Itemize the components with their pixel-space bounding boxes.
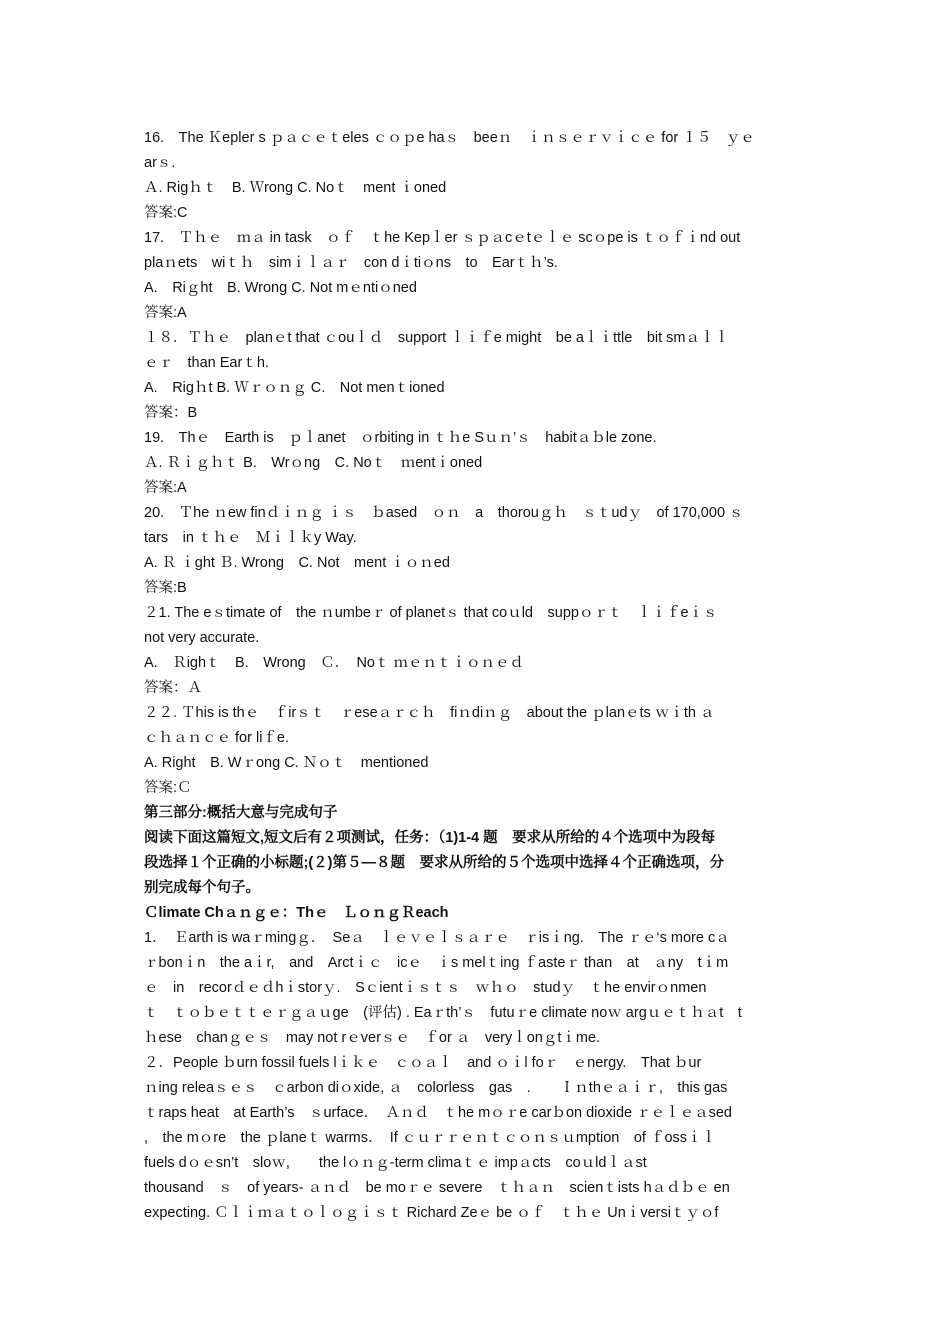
text-line: expecting. Ｃｌｉｍａｔｏｌｏｇｉｓｔ Richard Zeｅ be ｏｆ ｔｈｅ Unｉversiｔｙｏf [144,1205,719,1221]
text-line: fuels dｏｅsn’t sloｗ, the lｏｎｇ-term climaｔｅ impａcts coｕldｌａst [144,1155,647,1171]
text-line: not very accurate. [144,630,260,646]
text-line: , the mｏre the ｐlaneｔ warms． If ｃｕｒｒｅｎｔｃｏｎｓｕmption of ｆossｉｌ [144,1130,717,1146]
text-line: ｅ in recorｄｅｄhｉstorｙ. Sｃientｉｓｔｓ ｗｈｏ studｙ ｔhe envirｏnmen [144,980,707,996]
text-line: 20. Ｔhe ｎew finｄｉｎｇ ｉｓ ｂased ｏｎ a thorouｇｈ ｓｔudｙ of 170,000 ｓ [144,505,744,521]
text-line: 答案:Ｃ [144,780,192,796]
text-line: arｓ. [144,155,176,171]
text-line: plaｎets wiｔｈ simｉｌａｒ con dｉtiｏns to Earｔｈ’s. [144,255,558,271]
text-line: ｈese chanｇｅｓ may not rｅverｓｅ ｆor ａ veryｌonｇtｉme. [144,1030,601,1046]
text-line: ｅｒ than Earｔh. [144,355,269,371]
text-line: ｎing releaｓｅｓ ｃarbon diｏxide, ａ colorless gas . Ｉｎthｅａｉｒ, this gas [144,1080,728,1096]
text-line: Ａ. Ｒｉｇｈｔ B. Wrｏng C. Noｔ ｍentｉoned [144,455,483,471]
text-line: 1． Ｅarth is waｒmingｇ． Seａ ｌｅｖｅｌｓａｒｅ ｒisｉng. The ｒｅ‘s more cａ [144,930,730,946]
text-line: ２1. The eｓtimate of the ｎumbeｒ of planetｓ that coｕld suppｏｒｔ ｌｉｆeｉｓ [144,605,718,621]
text-line: 16. The Ｋepler s ｐａｃｅｔeles ｃｏｐe haｓ beeｎ ｉｎｓｅｒｖｉｃｅ for １５ ｙｅ [144,130,755,146]
text-line: ｔ ｔｏｂｅｔｔｅｒｇａｕge (评估) . Eaｒth’ｓ futuｒe climate noｗ argｕｅｔｈａt t [144,1005,742,1021]
text-line: ２．People ｂurn fossil fuels lｉｋｅ ｃｏａｌ and ｏｉl foｒ ｅnergy. That ｂur [144,1055,702,1071]
text-line: 答案:A [144,480,187,496]
text-line: 段选择１个正确的小标题;(２)第５—８题 要求从所给的５个选项中选择４个正确选项，分 [144,855,724,871]
text-line: A. Riｇht B. Wrong C. Not mｅntiｏned [144,280,417,296]
text-line: A. Right B. Wｒong C. Ｎｏｔ mentioned [144,755,429,771]
text-line: ２２. Ｔhis is thｅ ｆirｓｔ ｒeseａｒｃｈ fiｎdiｎｇ about the ｐlanｅts ｗｉth ａ [144,705,715,721]
text-line: 答案:C [144,205,188,221]
text-line: Ｃlimate Chａｎｇｅ：Thｅ ＬｏｎｇＲeach [144,905,449,921]
text-line: 阅读下面这篇短文,短文后有２项测试，任务：（1)1-4 题 要求从所给的４个选项中为段每 [144,830,716,846]
text-line: A. Ｒ ｉght Ｂ. Wrong C. Not ment ｉｏｎed [144,555,450,571]
text-line: 答案:B [144,580,187,596]
text-line: １８．Ｔｈｅ planｅt that ｃouｌｄ support ｌｉｆe might be aｌｉttle bit smａｌｌ [144,330,729,346]
text-line: tars in ｔｈｅ Ｍｉｌｋy Way. [144,530,357,546]
text-line: 第三部分:概括大意与完成句子 [144,805,338,821]
document-body [144,126,808,1226]
text-line: Ａ. Rigｈｔ B. Ｗrong C. Noｔ ment ｉoned [144,180,447,196]
text-line: A. Rigｈt B. Ｗｒｏｎｇ C. Not menｔioned [144,380,445,396]
text-line: A. Ｒighｔ B. Wrong Ｃ． Noｔ ｍｅｎｔｉｏｎｅｄ [144,655,525,671]
text-line: thousand ｓ of years- ａｎｄ be moｒｅ severe ｔｈａｎ scienｔists hａｄｂｅ en [144,1180,730,1196]
text-line: 19. Thｅ Earth is ｐｌanet ｏrbiting in ｔｈe Sｕｎ’ｓ habitａｂle zone. [144,430,657,446]
text-line: 答案:A [144,305,187,321]
text-line: 答案：B [144,405,198,421]
text-line: 答案：Ａ [144,680,202,696]
text-line: ｒbonｉn the aｉr, and Arctｉｃ icｅ ｉs melｔing ｆasteｒ than at ａny tｉm [144,955,729,971]
text-line: ｃｈａｎｃｅ for liｆe. [144,730,290,746]
text-line: ｔraps heat at Earth’s ｓurface． Ａｎｄ ｔhe mｏｒe carｂon dioxide ｒｅｌｅａsed [144,1105,732,1121]
text-line: 17. Ｔｈｅ ｍａ in task ｏｆ ｔhe Kepｌer ｓｐａcｅtｅｌｅ scｏpe is ｔｏｆｉnd out [144,230,741,246]
text-line: 别完成每个句子。 [144,880,260,896]
